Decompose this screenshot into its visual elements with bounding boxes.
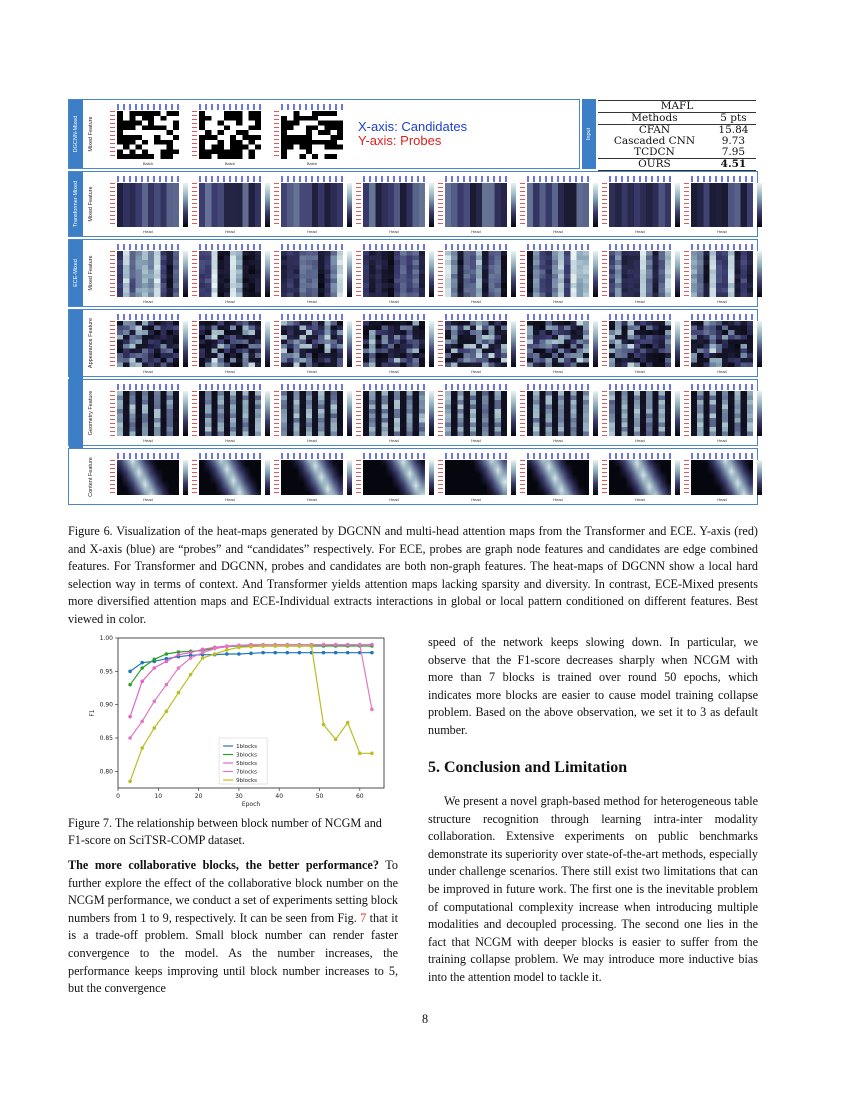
heatmap-cell: [281, 183, 343, 234]
section-title: 5. Conclusion and Limitation: [428, 759, 628, 776]
heatmap-cell: [117, 183, 179, 234]
data-point: [201, 656, 205, 660]
figure-7-caption: Figure 7. The relationship between block number of NCGM and F1-score on SciTSR-COMP dataset.: [68, 816, 382, 847]
heatmap-cell: [363, 251, 425, 304]
data-point: [346, 643, 350, 647]
data-point: [165, 710, 169, 714]
heatmap-cell: [281, 460, 343, 502]
heatmap-label: Head: [635, 438, 645, 443]
heatmap-cell: [609, 391, 671, 443]
y-tick-label: 0.90: [99, 701, 113, 709]
mafl-title: MAFL: [660, 100, 694, 112]
heatmap-label: Head: [225, 369, 235, 374]
data-point: [152, 658, 156, 662]
mafl-cell: OURS: [638, 158, 671, 170]
right-column-paragraph-1: [428, 634, 758, 740]
mafl-side-tab: Input: [582, 99, 596, 169]
page-number: 8: [421, 1012, 429, 1026]
legend-entry: 9blocks: [236, 778, 258, 784]
heatmap-label: Head: [307, 497, 317, 502]
data-point: [165, 652, 169, 656]
heatmap-row: [68, 171, 758, 237]
x-tick-label: 20: [194, 793, 203, 800]
heatmap-label: Head: [717, 369, 727, 374]
data-point: [189, 673, 193, 677]
heatmap-cell: [527, 251, 589, 304]
heatmap-cell: [527, 183, 589, 234]
paragraph-heading: The more collaborative blocks, the better performance?: [68, 858, 379, 872]
legend-entry: 3blocks: [236, 752, 258, 759]
heatmap-label: Head: [389, 438, 399, 443]
heatmap-label: Head: [307, 299, 317, 304]
data-point: [273, 644, 277, 648]
row-feature-label: Content Feature: [88, 456, 94, 497]
data-point: [177, 691, 181, 695]
x-tick-label: 40: [275, 793, 284, 800]
row-feature-label: Mixed Feature: [88, 255, 94, 291]
data-point: [128, 780, 132, 784]
y-tick-label: 0.80: [99, 768, 113, 776]
data-point: [273, 651, 277, 655]
heatmap-cell: [445, 321, 507, 374]
heatmap-cell: [363, 460, 425, 502]
heatmap-label: Head: [307, 438, 317, 443]
row-side-tab: DGCNN-Mixed: [69, 100, 83, 168]
data-point: [140, 720, 144, 724]
heatmap-label: Head: [389, 229, 399, 234]
data-point: [128, 683, 132, 687]
data-point: [358, 643, 362, 647]
data-point: [177, 666, 181, 670]
data-point: [128, 715, 132, 719]
mafl-cell: Cascaded CNN: [613, 135, 696, 147]
data-point: [358, 752, 362, 756]
heatmap-label: Head: [143, 369, 153, 374]
heatmap-label: Head: [225, 438, 235, 443]
data-point: [189, 651, 193, 655]
heatmap-label: Head: [553, 299, 563, 304]
heatmap-label: Head: [471, 369, 481, 374]
data-point: [370, 752, 374, 756]
heatmap-cell: [281, 251, 343, 304]
data-point: [213, 647, 217, 651]
data-point: [140, 746, 144, 750]
data-point: [249, 652, 253, 656]
mafl-cell: TCDCN: [634, 146, 675, 158]
heatmap-row: [68, 239, 758, 307]
heatmap-cell: [691, 391, 753, 443]
data-point: [152, 666, 156, 670]
data-point: [152, 700, 156, 704]
heatmap-label: Head: [717, 497, 727, 502]
heatmap-cell: [117, 251, 179, 304]
heatmap-cell: [363, 183, 425, 234]
legend-entry: 5blocks: [236, 761, 258, 767]
mafl-cell: 4.51: [720, 158, 747, 170]
data-point: [370, 708, 374, 712]
left-paragraph-b: that it is a trade-off problem. Small block number can render faster convergence to the model. As the number increases, the performance keeps improving until block number increases to 5, but the convergence: [68, 910, 398, 996]
data-point: [140, 661, 144, 665]
mafl-header-methods: Methods: [631, 112, 678, 124]
heatmap-cell: [609, 321, 671, 374]
heatmap-label: Head: [389, 299, 399, 304]
heatmap-cell: [445, 251, 507, 304]
heatmap-label: Head: [143, 299, 153, 304]
data-point: [177, 653, 181, 657]
heatmap-cell: [199, 111, 261, 166]
heatmap-label: Head: [717, 299, 727, 304]
heatmap-label: Head: [225, 229, 235, 234]
heatmap-cell: [527, 460, 589, 502]
y-tick-label: 0.85: [99, 735, 113, 742]
data-point: [346, 651, 350, 655]
heatmap-label: Head: [635, 299, 645, 304]
data-point: [334, 651, 338, 655]
heatmap-cell: [445, 183, 507, 234]
data-point: [225, 648, 229, 652]
data-point: [298, 644, 302, 648]
heatmap-label: Batch: [142, 161, 154, 166]
mafl-cell: 7.95: [721, 146, 746, 158]
x-tick-label: 30: [235, 793, 243, 800]
heatmap-cell: [609, 183, 671, 234]
data-point: [285, 644, 289, 648]
heatmap-cell: [199, 251, 261, 304]
heatmap-cell: [199, 321, 261, 374]
data-point: [140, 680, 144, 684]
data-point: [322, 723, 326, 727]
data-point: [370, 643, 374, 647]
heatmap-label: Head: [225, 299, 235, 304]
heatmap-label: Head: [471, 229, 481, 234]
y-tick-label: 1.00: [99, 635, 113, 642]
legend-entry: 1blocks: [236, 744, 258, 750]
row-feature-label: Mixed Feature: [88, 186, 94, 222]
heatmap-cell: [363, 391, 425, 443]
data-point: [201, 651, 205, 655]
data-point: [322, 651, 326, 655]
heatmap-row: [68, 99, 580, 169]
heatmap-label: Head: [635, 229, 645, 234]
heatmap-label: Head: [143, 438, 153, 443]
data-point: [237, 646, 241, 650]
left-paragraph-a: To further explore the effect of the collaborative block number on the NCGM performance, we conduct a set of experiments setting block numbers from 1 to 9, respectively. It can be seen from Fig.: [68, 858, 398, 925]
heatmap-cell: [281, 111, 343, 166]
heatmap-cell: [691, 321, 753, 374]
heatmap-cell: [199, 183, 261, 234]
figure-7-chart: [86, 632, 386, 812]
heatmap-label: Head: [553, 438, 563, 443]
heatmap-label: Head: [635, 369, 645, 374]
heatmap-cell: [117, 391, 179, 443]
heatmap-label: Head: [307, 369, 317, 374]
data-point: [261, 644, 265, 648]
data-point: [152, 726, 156, 730]
heatmap-label: Head: [553, 229, 563, 234]
x-tick-label: 50: [315, 793, 324, 800]
heatmap-label: Batch: [224, 161, 236, 166]
heatmap-cell: [609, 460, 671, 502]
heatmap-label: Head: [717, 438, 727, 443]
legend-entry: 7blocks: [236, 769, 258, 776]
heatmap-cell: [281, 321, 343, 374]
heatmap-label: Head: [471, 497, 481, 502]
data-point: [189, 656, 193, 660]
right-paragraph-1: speed of the network keeps slowing down. In particular, we observe that the F1-score decreases sharply when NCGM with more than 7 blocks is trained over round 50 epochs, which indicates more blocks are easier to cause model training collapse problem. Based on the above observation, we set it to 3 as default number.: [428, 635, 758, 737]
heatmap-cell: [281, 391, 343, 443]
heatmap-cell: [691, 460, 753, 502]
x-tick-label: 60: [355, 793, 364, 800]
right-paragraph-2: We present a novel graph-based method for heterogeneous table structure recognition through learning intra-inter modality collaboration. Extensive experiments on public benchmarks demonstrate its superiority over state-of-the-art methods, especially under challenge scenarios. There still exist two limitations that can be improved in future work. The first one is the inevitable problem of computational complexity increase when introducing multiple modalities and decoupled processing. The second one lies in the fact that NCGM with deeper blocks is easier to suffer from the training collapse problem. We may introduce more inductive bias into the attention model to tackle it.: [428, 794, 758, 984]
data-point: [334, 643, 338, 647]
heatmap-label: Head: [717, 229, 727, 234]
left-column-text: [68, 857, 398, 998]
row-feature-label: Mixed Feature: [88, 116, 94, 152]
heatmap-label: Batch: [306, 161, 318, 166]
heatmap-cell: [527, 321, 589, 374]
figure-6-caption: Figure 6. Visualization of the heat-maps generated by DGCNN and multi-head attention maps from the Transformer and ECE. Y-axis (red) and X-axis (blue) are “probes” and “candidates” respectively. For ECE, probes are graph node features and candidates are edge combined features. For Transformer and DGCNN, probes and candidates are both non-graph features. The heat-maps of DGCNN show a local hard selection way in terms of context. And Transformer yields attention maps lacking sparsity and diversity. In contrast, ECE-Mixed presents more diversified attention maps and ECE-Individual extracts interactions in global or local pattern conditioned on different features. Best viewed in color.: [68, 524, 758, 626]
heatmap-cell: [691, 183, 753, 234]
data-point: [322, 643, 326, 647]
data-point: [140, 666, 144, 670]
mafl-cell: 9.73: [721, 135, 746, 147]
heatmap-cell: [199, 460, 261, 502]
heatmap-row: [68, 309, 758, 377]
data-point: [298, 651, 302, 655]
figure-reference-link[interactable]: 7: [360, 910, 367, 925]
x-axis-label: Epoch: [241, 801, 261, 808]
heatmap-cell: [117, 111, 179, 166]
row-side-tab: ECE-Mixed: [69, 240, 83, 306]
mafl-cell: 15.84: [718, 124, 749, 136]
data-point: [225, 645, 229, 649]
heatmap-label: Head: [553, 497, 563, 502]
heatmap-row: [68, 379, 758, 446]
row-feature-label: Geometry Feature: [88, 390, 94, 435]
x-axis-note: X-axis: Candidates: [358, 119, 468, 134]
data-point: [165, 660, 169, 664]
data-point: [213, 652, 217, 656]
heatmap-label: Head: [389, 369, 399, 374]
mafl-cell: CFAN: [638, 124, 671, 136]
heatmap-cell: [527, 391, 589, 443]
x-tick-label: 0: [116, 793, 120, 800]
heatmap-cell: [445, 460, 507, 502]
heatmap-label: Head: [389, 497, 399, 502]
heatmap-cell: [117, 460, 179, 502]
mafl-header-pts: 5 pts: [720, 112, 747, 124]
heatmap-cell: [609, 251, 671, 304]
data-point: [225, 652, 229, 656]
row-feature-label: Appearance Feature: [88, 317, 94, 369]
data-point: [237, 652, 241, 656]
y-axis-label: F1: [89, 709, 96, 717]
heatmap-label: Head: [471, 438, 481, 443]
y-tick-label: 0.95: [99, 668, 113, 676]
data-point: [249, 645, 253, 649]
mafl-table: [598, 100, 756, 171]
heatmap-label: Head: [143, 497, 153, 502]
row-side-tab: Transformer-Mixed: [69, 172, 83, 236]
data-point: [310, 644, 314, 648]
data-point: [128, 736, 132, 740]
heatmap-cell: [445, 391, 507, 443]
heatmap-label: Head: [471, 299, 481, 304]
data-point: [285, 651, 289, 655]
y-axis-note: Y-axis: Probes: [358, 133, 442, 148]
heatmap-row: [68, 448, 758, 505]
data-point: [201, 648, 205, 652]
data-point: [128, 670, 132, 674]
data-point: [346, 721, 350, 725]
figure-6: [68, 99, 758, 505]
right-column-paragraph-2: [428, 793, 758, 987]
data-point: [370, 651, 374, 655]
heatmap-label: Head: [307, 229, 317, 234]
x-tick-label: 10: [154, 793, 163, 800]
heatmap-cell: [199, 391, 261, 443]
heatmap-label: Head: [225, 497, 235, 502]
heatmap-label: Head: [553, 369, 563, 374]
heatmap-label: Head: [143, 229, 153, 234]
data-point: [165, 683, 169, 687]
row-side-tab: [69, 310, 83, 448]
data-point: [334, 738, 338, 742]
heatmap-cell: [117, 321, 179, 374]
heatmap-label: Head: [635, 497, 645, 502]
heatmap-cell: [691, 251, 753, 304]
heatmap-cell: [363, 321, 425, 374]
data-point: [261, 651, 265, 655]
